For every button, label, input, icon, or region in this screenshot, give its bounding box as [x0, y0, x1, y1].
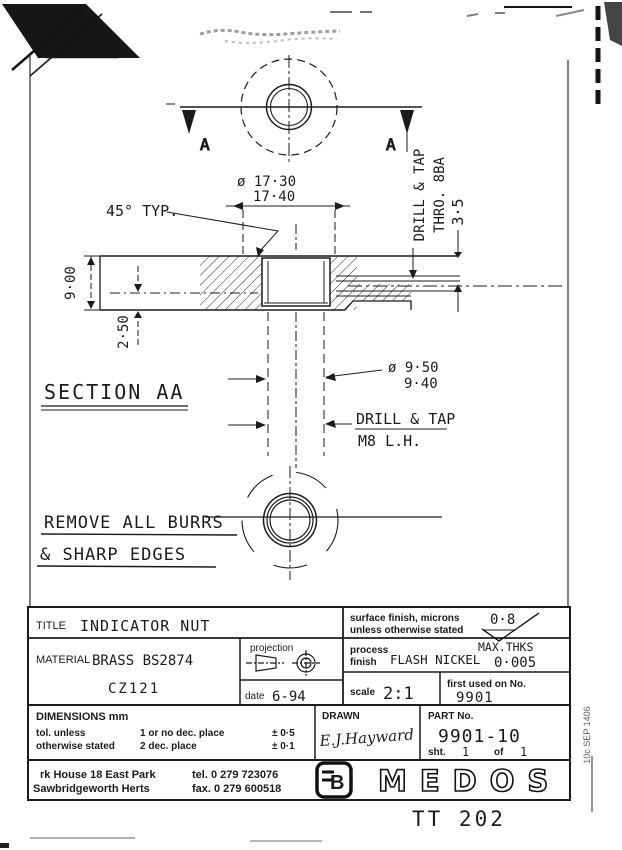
process-label2: finish [350, 657, 377, 668]
first-used-label: first used on No. [447, 679, 526, 690]
process-label1: process [350, 645, 389, 656]
part-no-label: PART No. [428, 711, 474, 722]
drill-tap-8ba-callout [409, 149, 448, 279]
dim-9-00-text: 9·00 [63, 266, 79, 300]
fb-logo [317, 763, 351, 797]
section-title-text: SECTION AA [44, 380, 185, 404]
dia17-text2: 17·40 [253, 189, 296, 205]
drill-tap-m8-line1: DRILL & TAP [356, 410, 456, 428]
tol-line1: tol. unless [36, 728, 86, 739]
part-no-value: 9901-10 [438, 726, 521, 747]
date-value: 6-94 [272, 689, 306, 705]
first-used-value: 9901 [456, 690, 494, 706]
max-thks-label: MAX.THKS [478, 640, 534, 654]
section-arrow-left [182, 110, 196, 134]
chamfer-text: 45° TYP. [106, 202, 179, 220]
address-line1: rk House 18 East Park [40, 769, 156, 781]
max-thks-value: 0·005 [494, 655, 537, 671]
chamfer-note [106, 202, 278, 257]
dimensions-label: DIMENSIONS mm [36, 711, 129, 723]
date-stamp: 10c SEP 1406 [582, 706, 592, 764]
section-view [100, 224, 562, 468]
tel-value: tel. 0 279 723076 [192, 769, 279, 781]
drill-tap-8ba-line2: THRO. 8BA [432, 157, 448, 233]
page-ref: TT 202 [412, 807, 506, 831]
tol-val2: ± 0·1 [272, 741, 295, 752]
section-arrow-label-left: A [200, 135, 210, 154]
burrs-note-line2: & SHARP EDGES [40, 545, 187, 565]
section-arrow-label-right: A [386, 135, 396, 154]
drill-tap-m8-line2: M8 L.H. [358, 432, 422, 450]
scale-label: scale [350, 687, 376, 698]
dim-3-5 [449, 198, 467, 312]
scale-value: 2:1 [383, 684, 414, 704]
surface-value: 0·8 [490, 612, 516, 628]
bottom-view [205, 466, 442, 580]
title-value: INDICATOR NUT [80, 617, 211, 635]
sht-value: 1 [462, 745, 470, 759]
dim-2-50 [116, 266, 142, 349]
section-title [41, 380, 188, 410]
dim-3-5-text: 3·5 [449, 198, 467, 226]
burrs-note [37, 513, 237, 567]
dim-2-50-text: 2·50 [116, 315, 132, 349]
dia9-text1: ø 9·50 [388, 360, 439, 376]
medos-logo: MEDOS [378, 764, 562, 798]
dia9-text2: 9·40 [404, 376, 438, 392]
of-value: 1 [520, 745, 528, 759]
corner-noise [604, 2, 622, 46]
tol-rule1: 1 or no dec. place [140, 728, 225, 739]
dim-9-00 [63, 256, 100, 310]
hatch-left-wall [200, 256, 262, 310]
dim-dia-9 [228, 360, 439, 392]
fb-logo-letter: B [330, 772, 345, 794]
fold-corner-mark [2, 4, 140, 58]
sht-label: sht. [428, 747, 446, 758]
projection-label: projection [250, 643, 294, 654]
hatch-flange-step [357, 284, 411, 301]
tol-val1: ± 0·5 [272, 728, 295, 739]
date-label: date [245, 691, 265, 702]
material-label: MATERIAL [36, 654, 91, 666]
drill-tap-8ba-line1: DRILL & TAP [412, 148, 428, 242]
tol-line2: otherwise stated [36, 741, 115, 752]
drawn-label: DRAWN [322, 711, 360, 722]
drill-tap-m8-callout [228, 410, 455, 450]
surface-label2: unless otherwise stated [350, 625, 464, 636]
material-value: BRASS BS2874 [92, 653, 194, 669]
fax-value: fax. 0 279 600518 [192, 783, 282, 795]
title-label: TITLE [36, 620, 66, 632]
dia17-text1: ø 17·30 [237, 174, 297, 190]
address-line2: Sawbridgeworth Herts [33, 783, 150, 795]
drawn-signature: E.J.Hayward [319, 725, 415, 750]
of-label: of [494, 747, 504, 758]
tol-rule2: 2 dec. place [140, 741, 197, 752]
process-value: FLASH NICKEL [390, 652, 481, 667]
top-view [166, 55, 422, 162]
dim-dia-17 [226, 174, 350, 256]
surface-label1: surface finish, microns [350, 613, 460, 624]
material-value2: CZ121 [108, 681, 161, 697]
burrs-note-line1: REMOVE ALL BURRS [44, 513, 224, 533]
